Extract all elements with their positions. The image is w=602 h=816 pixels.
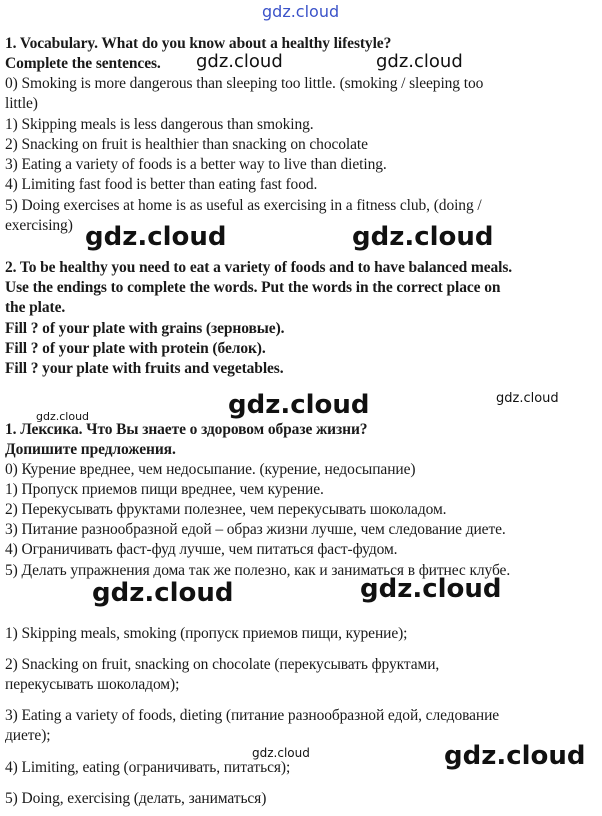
ru-line: 0) Курение вреднее, чем недосыпание. (курение, недосыпание) bbox=[5, 461, 416, 478]
task1-line: 5) Doing exercises at home is as useful as exercising in a fitness club, (doing / bbox=[5, 197, 482, 214]
ru-line: 5) Делать упражнения дома так же полезно, как и заниматься в фитнес клубе. bbox=[5, 562, 511, 579]
ru-line: 2) Перекусывать фруктами полезнее, чем перекусывать шоколадом. bbox=[5, 501, 447, 518]
task1-line: 1) Skipping meals is less dangerous than smoking. bbox=[5, 116, 314, 133]
answer-line: перекусывать шоколадом); bbox=[5, 676, 180, 693]
task2-line: 2. To be healthy you need to eat a variety of foods and to have balanced meals. bbox=[5, 259, 513, 276]
task2-line: Fill ? of your plate with protein (белок). bbox=[5, 340, 266, 357]
task1-subtitle: Complete the sentences. bbox=[5, 55, 161, 72]
answer-line: 1) Skipping meals, smoking (пропуск приемов пищи, курение); bbox=[5, 625, 408, 642]
answer-line: 5) Doing, exercising (делать, заниматься) bbox=[5, 790, 267, 807]
ru-line: 3) Питание разнообразной едой – образ жизни лучше, чем следование диете. bbox=[5, 521, 506, 538]
task1-title: 1. Vocabulary. What do you know about a healthy lifestyle? bbox=[5, 35, 392, 52]
watermark: gdz.cloud bbox=[196, 51, 283, 72]
task1-line: 2) Snacking on fruit is healthier than snacking on chocolate bbox=[5, 136, 368, 153]
watermark: gdz.cloud bbox=[444, 741, 586, 771]
watermark: gdz.cloud bbox=[496, 391, 559, 406]
answer-line: 4) Limiting, eating (ограничивать, питаться); bbox=[5, 759, 291, 776]
task2-line: Use the endings to complete the words. Put the words in the correct place on bbox=[5, 279, 501, 296]
watermark: gdz.cloud bbox=[92, 578, 234, 608]
ru-line: 4) Ограничивать фаст-фуд лучше, чем питаться фаст-фудом. bbox=[5, 541, 398, 558]
watermark: gdz.cloud bbox=[85, 222, 227, 252]
task1-line: 3) Eating a variety of foods is a better way to live than dieting. bbox=[5, 156, 387, 173]
watermark: gdz.cloud bbox=[360, 574, 502, 604]
task1-line: 0) Smoking is more dangerous than sleeping too little. (smoking / sleeping too bbox=[5, 75, 484, 92]
ru-line: 1) Пропуск приемов пищи вреднее, чем курение. bbox=[5, 481, 324, 498]
watermark-top: gdz.cloud bbox=[262, 2, 340, 21]
task1-line: 4) Limiting fast food is better than eating fast food. bbox=[5, 176, 318, 193]
ru-title: 1. Лексика. Что Вы знаете о здоровом образе жизни? bbox=[5, 421, 368, 438]
task1-line: little) bbox=[5, 95, 38, 112]
answer-line: диете); bbox=[5, 727, 51, 744]
watermark: gdz.cloud bbox=[352, 222, 494, 252]
watermark: gdz.cloud bbox=[252, 746, 310, 760]
answer-line: 3) Eating a variety of foods, dieting (питание разнообразной едой, следование bbox=[5, 707, 500, 724]
watermark: gdz.cloud bbox=[228, 390, 370, 420]
watermark: gdz.cloud bbox=[376, 51, 463, 72]
answer-line: 2) Snacking on fruit, snacking on chocolate (перекусывать фруктами, bbox=[5, 656, 440, 673]
task2-line: Fill ? your plate with fruits and vegetables. bbox=[5, 360, 284, 377]
task2-line: Fill ? of your plate with grains (зерновые). bbox=[5, 320, 285, 337]
task2-line: the plate. bbox=[5, 299, 66, 316]
ru-subtitle: Допишите предложения. bbox=[5, 441, 176, 458]
task1-line: exercising) bbox=[5, 217, 73, 234]
watermark: gdz.cloud bbox=[36, 410, 90, 423]
